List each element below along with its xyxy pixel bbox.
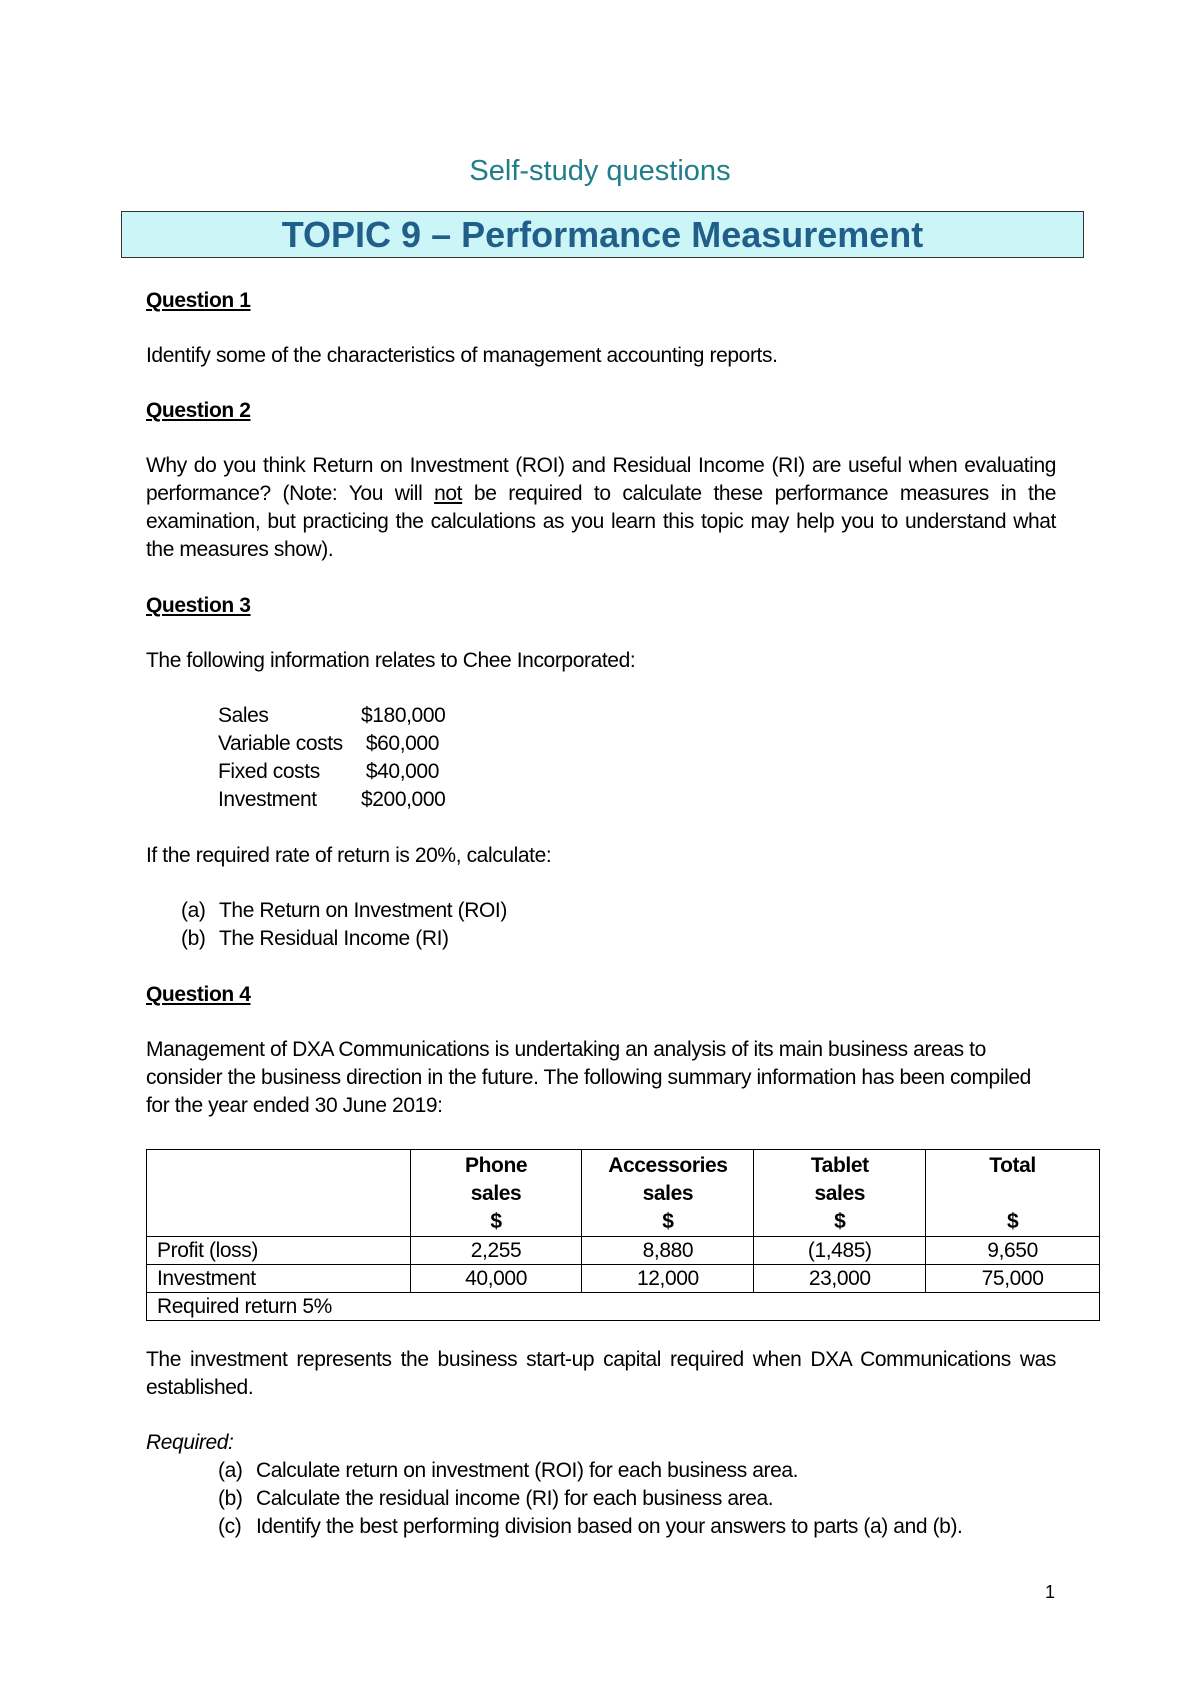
question-4-parts xyxy=(218,1457,962,1541)
column-header-line: sales xyxy=(470,1182,522,1205)
figure-value: $180,000 xyxy=(361,704,446,727)
question-4-heading: Question 4 xyxy=(146,983,251,1006)
page-number: 1 xyxy=(1045,1582,1056,1602)
row-label: Profit (loss) xyxy=(147,1237,411,1265)
table-footer-row xyxy=(147,1293,1100,1321)
question-3-parts xyxy=(181,897,507,953)
table-cell: 75,000 xyxy=(926,1265,1100,1293)
table-column-header xyxy=(926,1150,1100,1237)
column-header-line: Total xyxy=(989,1154,1036,1177)
question-3-intro: The following information relates to Chee Incorporated: xyxy=(146,649,636,672)
list-text: Identify the best performing division based on your answers to parts (a) and (b). xyxy=(256,1515,963,1538)
table-column-header xyxy=(582,1150,754,1237)
list-text: Calculate return on investment (ROI) for each business area. xyxy=(256,1459,799,1482)
dxa-summary-table xyxy=(146,1149,1100,1321)
list-item xyxy=(181,897,507,925)
figure-value: $60,000 xyxy=(365,732,439,755)
table-cell: 40,000 xyxy=(410,1265,582,1293)
table-cell: 12,000 xyxy=(582,1265,754,1293)
table-column-header xyxy=(754,1150,926,1237)
list-text: Calculate the residual income (RI) for each business area. xyxy=(256,1487,774,1510)
figure-value: $40,000 xyxy=(365,760,439,783)
figure-row xyxy=(218,730,439,758)
list-marker: (b) xyxy=(181,927,206,950)
list-item xyxy=(218,1513,962,1541)
column-header-line: Tablet xyxy=(810,1154,869,1177)
list-marker: (a) xyxy=(181,899,206,922)
figure-row xyxy=(218,786,446,814)
column-header-unit: $ xyxy=(1006,1210,1019,1233)
table-row xyxy=(147,1237,1100,1265)
table-header-blank xyxy=(147,1150,411,1237)
table-cell: (1,485) xyxy=(754,1237,926,1265)
column-header-line: sales xyxy=(814,1182,866,1205)
list-marker: (a) xyxy=(218,1459,243,1482)
required-return-cell: Required return 5% xyxy=(147,1293,1100,1321)
list-item xyxy=(181,925,507,953)
column-header-line xyxy=(930,1180,1095,1208)
figure-row xyxy=(218,758,439,786)
question-2-text-before: Why do you think Return on Investment (ROI) and Residual Income (RI) are useful when evaluating performance? (Note: You will xyxy=(146,454,1056,505)
required-label xyxy=(146,1429,1056,1457)
question-4-intro: Management of DXA Communications is undertaking an analysis of its main business areas to consider the business direction in the future. The following summary information has been compiled for the year ended 30 June 2019: xyxy=(146,1038,1031,1117)
question-4-note: The investment represents the business start-up capital required when DXA Communications was established. xyxy=(146,1348,1056,1399)
column-header-line: Accessories xyxy=(608,1154,728,1177)
question-2-emphasis: not xyxy=(434,482,463,505)
column-header-line: Phone xyxy=(464,1154,528,1177)
question-2-text xyxy=(146,452,1056,564)
list-text: The Return on Investment (ROI) xyxy=(219,899,507,922)
list-marker: (b) xyxy=(218,1487,243,1510)
table-cell: 9,650 xyxy=(926,1237,1100,1265)
table-column-header xyxy=(410,1150,582,1237)
table-header-row xyxy=(147,1150,1100,1237)
row-label: Investment xyxy=(147,1265,411,1293)
list-text: The Residual Income (RI) xyxy=(219,927,449,950)
figure-label: Investment xyxy=(218,788,317,811)
list-item xyxy=(218,1485,962,1513)
column-header-unit: $ xyxy=(662,1210,674,1233)
list-marker: (c) xyxy=(218,1515,242,1538)
document-subtitle: Self-study questions xyxy=(469,155,731,187)
question-3-prompt: If the required rate of return is 20%, calculate: xyxy=(146,844,552,867)
table-cell: 8,880 xyxy=(582,1237,754,1265)
question-1-text: Identify some of the characteristics of management accounting reports. xyxy=(146,344,778,367)
question-2-text-after: be required to calculate these performance measures in the examination, but practicing the calculations as you learn this topic may help you to understand what the measures show). xyxy=(146,482,1056,561)
question-2-heading: Question 2 xyxy=(146,399,251,422)
figure-value: $200,000 xyxy=(361,788,446,811)
figure-row xyxy=(218,702,446,730)
table-cell: 2,255 xyxy=(410,1237,582,1265)
figure-label: Fixed costs xyxy=(218,760,320,783)
table-cell: 23,000 xyxy=(754,1265,926,1293)
chee-figures-list xyxy=(218,702,446,814)
list-item xyxy=(218,1457,962,1485)
column-header-unit: $ xyxy=(490,1210,502,1233)
question-1-heading: Question 1 xyxy=(146,289,251,312)
table-row xyxy=(147,1265,1100,1293)
question-3-heading: Question 3 xyxy=(146,594,251,617)
column-header-line: sales xyxy=(642,1182,694,1205)
figure-label: Variable costs xyxy=(218,732,343,755)
topic-banner: TOPIC 9 – Performance Measurement xyxy=(121,211,1084,258)
required-label-text: Required: xyxy=(146,1431,234,1454)
column-header-unit: $ xyxy=(834,1210,846,1233)
figure-label: Sales xyxy=(218,704,269,727)
